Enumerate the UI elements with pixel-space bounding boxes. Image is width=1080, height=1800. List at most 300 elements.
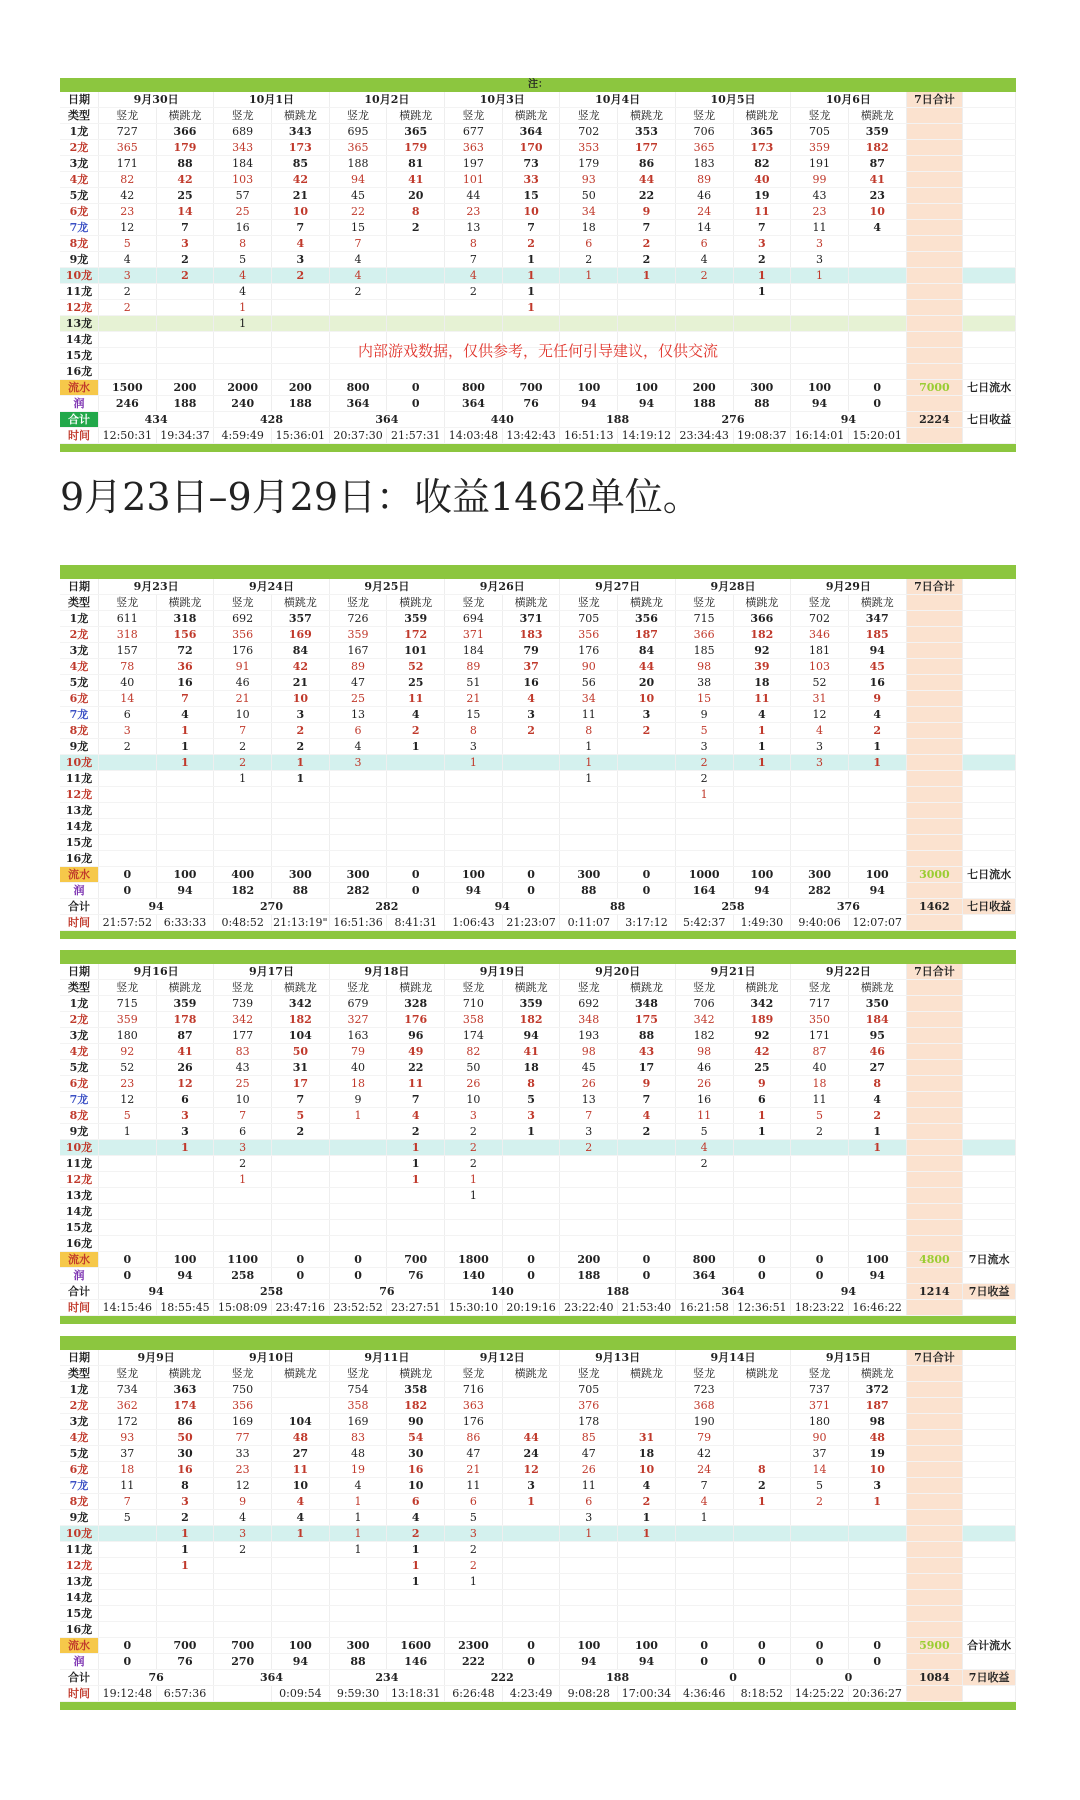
value-cell: 5: [98, 236, 156, 252]
flow-cell: 0: [733, 1252, 791, 1268]
flow-label: 流水: [60, 1638, 98, 1654]
value-cell: [156, 803, 214, 819]
value-cell: [791, 1558, 849, 1574]
value-cell: 185: [848, 627, 906, 643]
value-cell: 1: [733, 739, 791, 755]
value-cell: 21: [445, 1462, 503, 1478]
value-cell: [560, 851, 618, 867]
value-cell: [675, 851, 733, 867]
value-cell: 716: [445, 1382, 503, 1398]
row-label: 6龙: [60, 691, 98, 707]
value-cell: 376: [560, 1398, 618, 1414]
horiz-dragon-header: 横跳龙: [156, 108, 214, 124]
value-cell: [675, 1526, 733, 1542]
vert-dragon-header: 竖龙: [791, 108, 849, 124]
sum-cell: [906, 883, 963, 899]
time-cell: 6:26:48: [445, 1686, 503, 1702]
value-cell: [560, 284, 618, 300]
value-cell: [156, 1574, 214, 1590]
horiz-dragon-header: 横跳龙: [848, 980, 906, 996]
value-cell: 1: [156, 1140, 214, 1156]
value-cell: [214, 787, 272, 803]
value-cell: [675, 835, 733, 851]
value-cell: [560, 1590, 618, 1606]
extra-cell: [963, 1366, 1016, 1382]
total-label: 合计: [60, 1670, 98, 1686]
data-table: [60, 92, 1016, 444]
value-cell: 4: [98, 252, 156, 268]
dragon-row: [60, 1382, 1016, 1398]
row-label: 5龙: [60, 1446, 98, 1462]
value-cell: 25: [733, 1060, 791, 1076]
value-cell: [387, 1606, 445, 1622]
value-cell: [502, 1590, 560, 1606]
value-cell: [387, 236, 445, 252]
value-cell: 7: [675, 1478, 733, 1494]
value-cell: [560, 1172, 618, 1188]
value-cell: 705: [560, 611, 618, 627]
value-cell: [848, 348, 906, 364]
horiz-dragon-header: 横跳龙: [387, 595, 445, 611]
value-cell: 23: [791, 204, 849, 220]
dragon-row: [60, 252, 1016, 268]
value-cell: 739: [214, 996, 272, 1012]
flow-cell: 200: [156, 380, 214, 396]
extra-cell: [963, 675, 1016, 691]
value-cell: 85: [560, 1430, 618, 1446]
total-label: 合计: [60, 412, 98, 428]
value-cell: 5: [272, 1108, 330, 1124]
value-cell: 2: [445, 1542, 503, 1558]
value-cell: 4: [848, 1092, 906, 1108]
extra-cell: [963, 1398, 1016, 1414]
value-cell: 49: [387, 1044, 445, 1060]
value-cell: [214, 1236, 272, 1252]
value-cell: [214, 803, 272, 819]
dragon-row: [60, 1140, 1016, 1156]
value-cell: [733, 1140, 791, 1156]
sum-cell: [906, 1606, 963, 1622]
value-cell: 41: [848, 172, 906, 188]
value-cell: [156, 348, 214, 364]
data-table: [60, 964, 1016, 1316]
time-cell: 4:23:49: [502, 1686, 560, 1702]
sum-cell: [906, 108, 963, 124]
value-cell: [272, 316, 330, 332]
date-label: 日期: [60, 92, 98, 108]
dragon-row: [60, 1478, 1016, 1494]
dragon-row: [60, 156, 1016, 172]
seven-day-total-header: 7日合计: [906, 1350, 963, 1366]
value-cell: 1: [848, 1494, 906, 1510]
value-cell: [387, 284, 445, 300]
extra-cell: [963, 396, 1016, 412]
value-cell: 15: [502, 188, 560, 204]
value-cell: 4: [329, 1478, 387, 1494]
value-cell: 3: [445, 1526, 503, 1542]
time-cell: 20:37:30: [329, 428, 387, 444]
flow-cell: 0: [618, 867, 676, 883]
daily-total-cell: 94: [98, 899, 213, 915]
sum-cell: [906, 1558, 963, 1574]
value-cell: [98, 1542, 156, 1558]
value-cell: 1: [560, 771, 618, 787]
value-cell: [272, 332, 330, 348]
extra-cell: [963, 1478, 1016, 1494]
seven-day-flow-total: 7000: [906, 380, 963, 396]
value-cell: [272, 787, 330, 803]
profit-cell: 76: [156, 1654, 214, 1670]
row-label: 1龙: [60, 1382, 98, 1398]
time-cell: 15:08:09: [214, 1300, 272, 1316]
value-cell: 40: [733, 172, 791, 188]
extra-cell: [963, 1542, 1016, 1558]
value-cell: [791, 1156, 849, 1172]
value-cell: 12: [98, 220, 156, 236]
note-bar: [60, 78, 1016, 92]
date-header: 10月2日: [329, 92, 444, 108]
profit-cell: 76: [387, 1268, 445, 1284]
value-cell: [272, 1622, 330, 1638]
value-cell: [675, 1590, 733, 1606]
value-cell: 43: [791, 188, 849, 204]
value-cell: [791, 1172, 849, 1188]
profit-cell: 0: [502, 883, 560, 899]
time-cell: 8:18:52: [733, 1686, 791, 1702]
value-cell: 177: [214, 1028, 272, 1044]
value-cell: [848, 851, 906, 867]
row-label: 13龙: [60, 803, 98, 819]
sum-cell: [906, 771, 963, 787]
time-cell: 16:51:36: [329, 915, 387, 931]
daily-total-cell: 0: [791, 1670, 906, 1686]
row-label: 7龙: [60, 1092, 98, 1108]
flow-cell: 0: [848, 380, 906, 396]
value-cell: 12: [502, 1462, 560, 1478]
value-cell: 33: [502, 172, 560, 188]
time-cell: 14:15:46: [98, 1300, 156, 1316]
sum-cell: [906, 659, 963, 675]
value-cell: [733, 300, 791, 316]
value-cell: 36: [156, 659, 214, 675]
value-cell: 89: [329, 659, 387, 675]
value-cell: 7: [214, 1108, 272, 1124]
value-cell: [733, 1414, 791, 1430]
dragon-row: [60, 332, 1016, 348]
value-cell: 21: [445, 691, 503, 707]
sum-cell: [906, 1366, 963, 1382]
sum-cell: [906, 1156, 963, 1172]
extra-cell: [963, 1204, 1016, 1220]
value-cell: 2: [733, 252, 791, 268]
time-row: [60, 915, 1016, 931]
profit-cell: 94: [560, 1654, 618, 1670]
sum-cell: [906, 1220, 963, 1236]
row-label: 16龙: [60, 1236, 98, 1252]
bottom-bar: [60, 444, 1016, 452]
daily-total-cell: 270: [214, 899, 329, 915]
value-cell: [560, 1236, 618, 1252]
value-cell: [618, 1414, 676, 1430]
value-cell: 358: [329, 1398, 387, 1414]
profit-cell: 364: [329, 396, 387, 412]
value-cell: [502, 332, 560, 348]
value-cell: 4: [848, 220, 906, 236]
dragon-row: [60, 771, 1016, 787]
value-cell: 7: [98, 1494, 156, 1510]
flow-cell: 0: [502, 1252, 560, 1268]
value-cell: 365: [675, 140, 733, 156]
value-cell: [445, 364, 503, 380]
value-cell: 4: [387, 1108, 445, 1124]
row-label: 5龙: [60, 188, 98, 204]
value-cell: 364: [502, 124, 560, 140]
value-cell: 51: [445, 675, 503, 691]
data-table: [60, 1350, 1016, 1702]
row-label: 10龙: [60, 755, 98, 771]
table-block-2: [60, 565, 1016, 939]
value-cell: 191: [791, 156, 849, 172]
value-cell: [848, 771, 906, 787]
value-cell: 4: [618, 1478, 676, 1494]
value-cell: [156, 771, 214, 787]
extra-cell: [963, 1382, 1016, 1398]
value-cell: 87: [848, 156, 906, 172]
value-cell: 38: [675, 675, 733, 691]
value-cell: 1: [387, 1574, 445, 1590]
profit-cell: 182: [214, 883, 272, 899]
date-header: 9月28日: [675, 579, 790, 595]
value-cell: 2: [445, 1124, 503, 1140]
value-cell: 94: [502, 1028, 560, 1044]
extra-cell: [963, 964, 1016, 980]
vert-dragon-header: 竖龙: [214, 1366, 272, 1382]
value-cell: [387, 300, 445, 316]
value-cell: [675, 819, 733, 835]
value-cell: 31: [791, 691, 849, 707]
value-cell: 96: [387, 1028, 445, 1044]
vert-dragon-header: 竖龙: [445, 1366, 503, 1382]
value-cell: [98, 1204, 156, 1220]
value-cell: [791, 1188, 849, 1204]
value-cell: 359: [329, 627, 387, 643]
value-cell: 2: [272, 723, 330, 739]
value-cell: 6: [445, 1494, 503, 1510]
value-cell: 4: [329, 252, 387, 268]
value-cell: 39: [733, 659, 791, 675]
value-cell: 3: [445, 739, 503, 755]
profit-cell: 240: [214, 396, 272, 412]
value-cell: [98, 1558, 156, 1574]
time-cell: 21:53:40: [618, 1300, 676, 1316]
flow-cell: 300: [560, 867, 618, 883]
vert-dragon-header: 竖龙: [445, 595, 503, 611]
daily-total-cell: 188: [560, 412, 675, 428]
value-cell: 92: [733, 643, 791, 659]
value-cell: [272, 1172, 330, 1188]
extra-cell: [963, 316, 1016, 332]
value-cell: [502, 851, 560, 867]
time-cell: 13:42:43: [502, 428, 560, 444]
value-cell: [98, 1606, 156, 1622]
dragon-row: [60, 1622, 1016, 1638]
flow-label: 流水: [60, 380, 98, 396]
value-cell: [214, 1220, 272, 1236]
value-cell: [272, 300, 330, 316]
dragon-row: [60, 1012, 1016, 1028]
value-cell: [329, 851, 387, 867]
value-cell: [502, 1510, 560, 1526]
sum-cell: [906, 1414, 963, 1430]
vert-dragon-header: 竖龙: [675, 980, 733, 996]
date-header-row: [60, 1350, 1016, 1366]
flow-cell: 0: [502, 1638, 560, 1654]
value-cell: 171: [791, 1028, 849, 1044]
sum-cell: [906, 316, 963, 332]
value-cell: 40: [791, 1060, 849, 1076]
profit-cell: 188: [675, 396, 733, 412]
daily-total-cell: 94: [445, 899, 560, 915]
daily-total-cell: 364: [329, 412, 444, 428]
extra-cell: [963, 691, 1016, 707]
date-header: 9月17日: [214, 964, 329, 980]
vert-dragon-header: 竖龙: [560, 980, 618, 996]
value-cell: [560, 1188, 618, 1204]
value-cell: 350: [848, 996, 906, 1012]
value-cell: [272, 1156, 330, 1172]
value-cell: 2: [445, 1140, 503, 1156]
profit-cell: 140: [445, 1268, 503, 1284]
flow-cell: 0: [98, 867, 156, 883]
date-header: 10月1日: [214, 92, 329, 108]
time-cell: 19:08:37: [733, 428, 791, 444]
value-cell: [618, 364, 676, 380]
value-cell: 93: [98, 1430, 156, 1446]
value-cell: 14: [98, 691, 156, 707]
value-cell: 1: [733, 268, 791, 284]
value-cell: [502, 1558, 560, 1574]
value-cell: 7: [502, 220, 560, 236]
date-label: 日期: [60, 964, 98, 980]
value-cell: 19: [733, 188, 791, 204]
value-cell: [502, 1526, 560, 1542]
sum-cell: [906, 1446, 963, 1462]
dragon-row: [60, 1044, 1016, 1060]
value-cell: 2: [445, 1558, 503, 1574]
flow-cell: 0: [329, 1252, 387, 1268]
value-cell: 22: [329, 204, 387, 220]
value-cell: 4: [272, 1494, 330, 1510]
value-cell: [156, 787, 214, 803]
profit-cell: 94: [618, 1654, 676, 1670]
value-cell: 10: [272, 204, 330, 220]
sum-cell: [906, 1478, 963, 1494]
value-cell: 73: [502, 156, 560, 172]
value-cell: [214, 332, 272, 348]
value-cell: [214, 851, 272, 867]
extra-cell: [963, 723, 1016, 739]
value-cell: 19: [848, 1446, 906, 1462]
value-cell: [560, 316, 618, 332]
value-cell: 89: [445, 659, 503, 675]
extra-cell: [963, 996, 1016, 1012]
value-cell: [848, 332, 906, 348]
value-cell: [560, 1204, 618, 1220]
data-table: [60, 579, 1016, 931]
value-cell: [618, 316, 676, 332]
value-cell: [733, 1574, 791, 1590]
value-cell: [98, 755, 156, 771]
date-header: 9月26日: [445, 579, 560, 595]
value-cell: [848, 787, 906, 803]
value-cell: [618, 803, 676, 819]
value-cell: 4: [733, 707, 791, 723]
value-cell: [329, 316, 387, 332]
value-cell: [387, 1622, 445, 1638]
value-cell: [272, 1542, 330, 1558]
value-cell: 184: [445, 643, 503, 659]
value-cell: 34: [560, 204, 618, 220]
extra-cell: [963, 1172, 1016, 1188]
date-header: 9月22日: [791, 964, 906, 980]
value-cell: 356: [560, 627, 618, 643]
row-label: 10龙: [60, 268, 98, 284]
value-cell: [848, 1622, 906, 1638]
value-cell: 1: [445, 1172, 503, 1188]
extra-cell: [963, 1558, 1016, 1574]
profit-row: [60, 883, 1016, 899]
date-header: 9月21日: [675, 964, 790, 980]
value-cell: [329, 1590, 387, 1606]
profit-cell: 88: [329, 1654, 387, 1670]
extra-cell: [963, 220, 1016, 236]
sum-cell: [906, 1012, 963, 1028]
value-cell: [502, 1220, 560, 1236]
value-cell: 23: [848, 188, 906, 204]
value-cell: [387, 332, 445, 348]
total-row: [60, 1670, 1016, 1686]
value-cell: 31: [618, 1430, 676, 1446]
value-cell: [618, 332, 676, 348]
row-label: 4龙: [60, 1044, 98, 1060]
vert-dragon-header: 竖龙: [329, 1366, 387, 1382]
value-cell: 2: [214, 739, 272, 755]
value-cell: [98, 1156, 156, 1172]
value-cell: [733, 1606, 791, 1622]
value-cell: 7: [445, 252, 503, 268]
value-cell: 173: [733, 140, 791, 156]
value-cell: [445, 1220, 503, 1236]
value-cell: 14: [156, 204, 214, 220]
row-label: 5龙: [60, 1060, 98, 1076]
sum-cell: [906, 172, 963, 188]
time-cell: 16:46:22: [848, 1300, 906, 1316]
value-cell: 366: [156, 124, 214, 140]
value-cell: [733, 1622, 791, 1638]
value-cell: [618, 851, 676, 867]
value-cell: 4: [272, 236, 330, 252]
row-label: 2龙: [60, 627, 98, 643]
value-cell: 677: [445, 124, 503, 140]
value-cell: 43: [618, 1044, 676, 1060]
value-cell: 1: [848, 1124, 906, 1140]
value-cell: 12: [98, 1092, 156, 1108]
value-cell: [445, 803, 503, 819]
time-cell: 1:49:30: [733, 915, 791, 931]
value-cell: 79: [675, 1430, 733, 1446]
value-cell: 42: [156, 172, 214, 188]
value-cell: [502, 364, 560, 380]
